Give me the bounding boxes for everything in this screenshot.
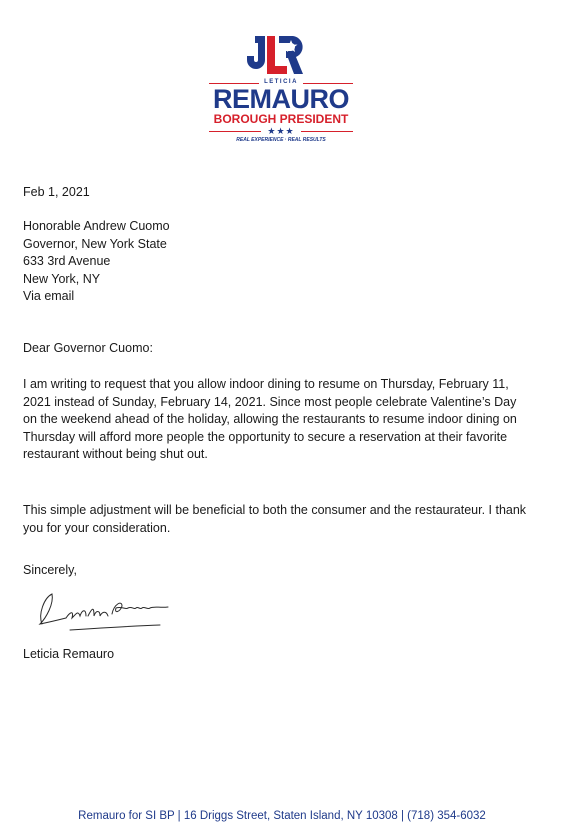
monogram-icon [205,30,357,80]
body-paragraph-1: I am writing to request that you allow indoor dining to resume on Thursday, February 11, 2021 instead of Sunday, February 14, 2021. Since most people celebrate Valentine’s Day on the weekend ahead of the holiday, allowing the restaurants to resume indoor dining on Thursday will afford more people the opportunity to secure a reservation at their favorite restaurant without being shut out. [23,377,517,461]
logo-last-name: REMAURO [213,84,349,114]
body-paragraph-2: This simple adjustment will be beneficial to both the consumer and the restaurateur. I thank you for your consideration. [23,503,527,535]
letter-date: Feb 1, 2021 [23,185,90,199]
signer-name: Leticia Remauro [23,647,115,661]
letter-footer: Remauro for SI BP | 16 Driggs Street, Staten Island, NY 10308 | (718) 354-6032 [78,810,486,822]
recipient-address [23,218,533,306]
logo-office: BOROUGH PRESIDENT [213,112,349,126]
logo-tagline: REAL EXPERIENCE · REAL RESULTS [236,137,326,143]
logo-first-name: LETICIA [264,79,298,85]
recipient-city: New York, NY [23,271,101,286]
recipient-delivery: Via email [23,289,75,303]
campaign-logo [205,30,357,150]
handwritten-signature [30,580,180,640]
recipient-street: 633 3rd Avenue [23,254,111,268]
closing: Sincerely, [23,563,77,577]
salutation: Dear Governor Cuomo: [23,341,153,355]
recipient-title: Governor, New York State [23,236,167,251]
recipient-name: Honorable Andrew Cuomo [23,219,170,233]
logo-stars: ★★★ [267,126,295,136]
